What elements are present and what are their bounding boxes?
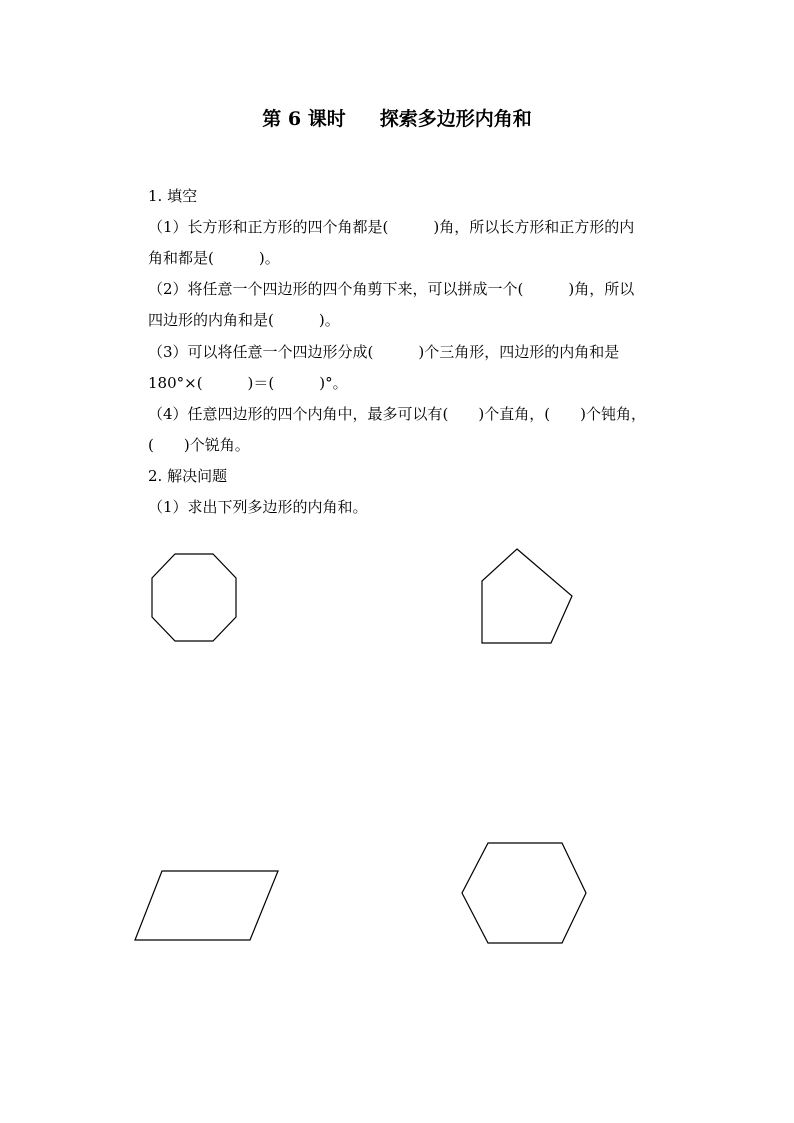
section-1-heading: 1. 填空 xyxy=(148,187,198,205)
section-2-heading: 2. 解决问题 xyxy=(148,467,228,485)
question-2-line-2: 四边形的内角和是( )。 xyxy=(148,311,340,329)
problem-1-prompt: （1）求出下列多边形的内角和。 xyxy=(148,498,368,516)
pentagon-shape xyxy=(482,549,572,643)
parallelogram-shape xyxy=(135,871,278,940)
lesson-topic: 探索多边形内角和 xyxy=(379,108,532,130)
question-1-line-2: 角和都是( )。 xyxy=(148,249,280,267)
question-4-line-1: （4）任意四边形的四个内角中，最多可以有( )个直角，( )个钝角， xyxy=(148,405,646,423)
hexagon-shape xyxy=(462,843,586,943)
lesson-number: 第 6 课时 xyxy=(262,108,346,130)
question-4-line-2: ( )个锐角。 xyxy=(148,436,250,454)
question-2-line-1: （2）将任意一个四边形的四个角剪下来，可以拼成一个( )角，所以 xyxy=(148,280,635,298)
question-1-line-1: （1）长方形和正方形的四个角都是( )角，所以长方形和正方形的内 xyxy=(148,218,635,236)
question-3-line-2: 180°×( )＝( )°。 xyxy=(148,374,348,392)
question-3-line-1: （3）可以将任意一个四边形分成( )个三角形，四边形的内角和是 xyxy=(148,343,620,361)
octagon-shape xyxy=(152,554,236,641)
